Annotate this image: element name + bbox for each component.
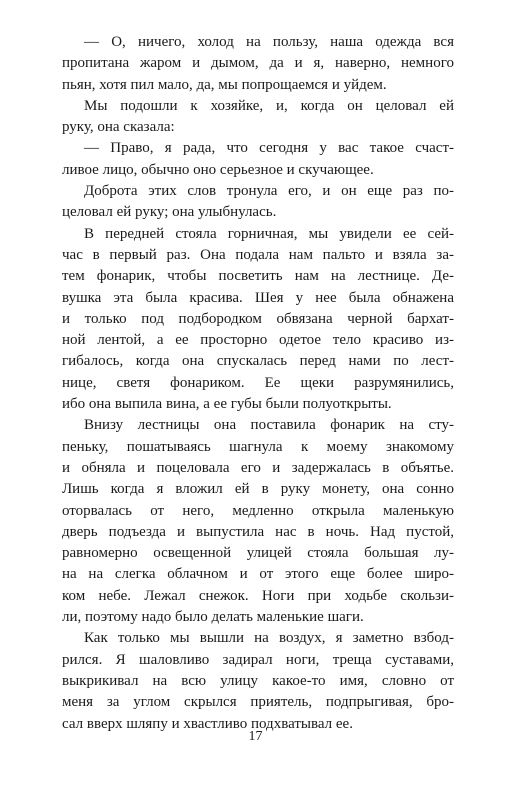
text-line: ли, поэтому надо было делать маленькие шаги. xyxy=(62,609,364,626)
text-line: ибо она выпила вина, а ее губы были полуоткрыты. xyxy=(62,396,392,413)
text-line: Лишь когда я вложил ей в руку монету, она сонно xyxy=(62,481,454,498)
text-line: гибалось, когда она спускалась перед нами по лест- xyxy=(62,353,454,370)
text-line: ком небе. Лежал снежок. Ноги при ходьбе скользи- xyxy=(62,587,454,604)
body-text xyxy=(62,32,454,735)
text-line: сал вверх шляпу и хвастливо подхватывал ее. xyxy=(62,715,353,732)
text-line: рился. Я шаловливо задирал ноги, треща суставами, xyxy=(62,651,454,668)
text-line: выкрикивал на всю улицу какое-то имя, словно от xyxy=(62,672,454,689)
text-line: пропитана жаром и дымом, да и я, наверно, немного xyxy=(62,55,454,72)
text-line: вушка эта была красива. Шея у нее была обнажена xyxy=(62,289,454,306)
text-line: час в первый раз. Она подала нам пальто и взяла за- xyxy=(62,246,454,263)
text-line: Доброта этих слов тронула его, и он еще раз по- xyxy=(84,183,454,200)
text-line: руку, она сказала: xyxy=(62,119,175,136)
text-line: пьян, хотя пил мало, да, мы попрощаемся и уйдем. xyxy=(62,76,387,93)
text-line: Мы подошли к хозяйке, и, когда он целовал ей xyxy=(84,97,454,114)
text-line: меня за углом скрылся приятель, подпрыгивая, бро- xyxy=(62,694,454,711)
text-line: пеньку, пошатываясь шагнула к моему знакомому xyxy=(62,438,454,455)
text-line: и только под подбородком обвязана черной бархат- xyxy=(62,310,454,327)
text-line: дверь подъезда и выпустила нас в ночь. Над пустой, xyxy=(62,523,454,540)
text-line: — Право, я рада, что сегодня у вас такое счаст- xyxy=(84,140,454,157)
text-line: и обняла и поцеловала его и задержалась в объятье. xyxy=(62,459,454,476)
text-line: ной лентой, а ее просторно одетое тело красиво из- xyxy=(62,332,454,349)
text-line: на на слегка облачном и от этого еще более широ- xyxy=(62,566,454,583)
text-line: В передней стояла горничная, мы увидели ее сей- xyxy=(84,225,454,242)
text-line: целовал ей руку; она улыбнулась. xyxy=(62,204,277,221)
text-line: равномерно освещенной улицей стояла большая лу- xyxy=(62,545,454,562)
text-line: нице, светя фонариком. Ее щеки разрумянились, xyxy=(62,374,454,391)
text-line: Внизу лестницы она поставила фонарик на сту- xyxy=(84,417,454,434)
text-line: тем фонарик, чтобы посветить нам на лестнице. Де- xyxy=(62,268,454,285)
text-line: — О, ничего, холод на пользу, наша одежда вся xyxy=(84,34,454,50)
page-number: 17 xyxy=(248,729,263,744)
text-line: оторвалась от него, медленно открыла маленькую xyxy=(62,502,454,519)
text-line: Как только мы вышли на воздух, я заметно взбод- xyxy=(84,630,454,647)
text-line: ливое лицо, обычно оно серьезное и скучающее. xyxy=(62,161,374,178)
